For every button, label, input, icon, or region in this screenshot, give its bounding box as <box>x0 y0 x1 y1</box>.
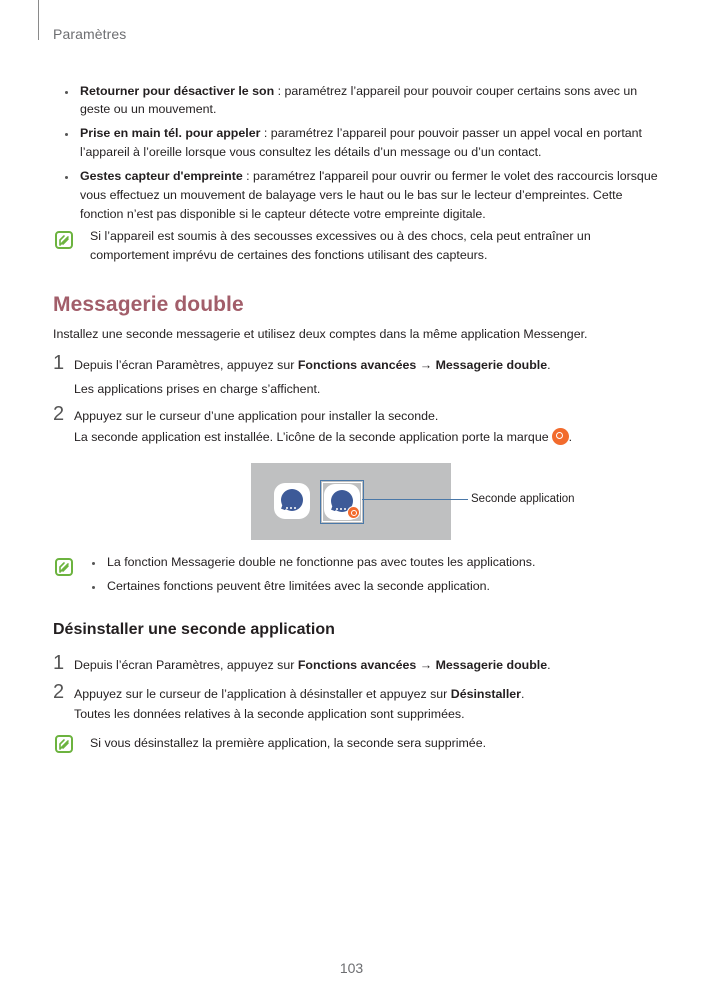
note-icon <box>55 231 73 249</box>
step-text: La seconde application est installée. L’icône de la seconde application porte la marque <box>74 430 549 444</box>
header-rule <box>38 0 39 40</box>
menu-path-advanced-features: Fonctions avancées <box>297 358 417 372</box>
bullet-item-2-line-1 <box>80 126 642 140</box>
note-1-line-1: Si l’appareil est soumis à des secousses excessives ou à des chocs, cela peut entraîner un <box>90 229 591 243</box>
dual-app-badge-icon <box>552 428 569 445</box>
dual-messenger-figure <box>251 463 451 540</box>
uninstall-step-1-text <box>74 658 551 672</box>
step-text: Depuis l’écran Paramètres, appuyez sur <box>74 358 298 372</box>
uninstall-step-2-result: Toutes les données relatives à la seconde application sont supprimées. <box>74 707 465 721</box>
note-2-item-1: La fonction Messagerie double ne fonctionne pas avec toutes les applications. <box>107 555 536 569</box>
arrow-icon: → <box>416 358 436 372</box>
bullet-dot <box>65 91 68 94</box>
step-2-text: Appuyez sur le curseur d’une application pour installer la seconde. <box>74 409 439 423</box>
subsection-title: Désinstaller une seconde application <box>53 621 335 638</box>
bullet-text: : paramétrez l'appareil pour ouvrir ou fermer le volet des raccourcis lorsque <box>242 169 658 183</box>
step-1-result: Les applications prises en charge s’affichent. <box>74 382 321 396</box>
bullet-dot <box>65 176 68 179</box>
bullet-dot <box>92 586 95 589</box>
punctuation: . <box>521 687 525 701</box>
step-1-text <box>74 358 551 372</box>
bullet-term: Gestes capteur d'empreinte <box>80 169 243 183</box>
second-messenger-app-icon <box>324 484 360 520</box>
bullet-item-3-line-2: vous effectuez un mouvement de balayage vers le haut ou le bas sur le lecteur d’empreintes. Cette <box>80 188 623 202</box>
dual-app-badge-icon <box>347 506 360 519</box>
step-text: Appuyez sur le curseur de l’application à désinstaller et appuyez sur <box>74 687 451 701</box>
bullet-dot <box>92 562 95 565</box>
bullet-text: : paramétrez l’appareil pour pouvoir couper certains sons avec un <box>274 84 638 98</box>
note-icon <box>55 558 73 576</box>
step-number: 2 <box>53 403 65 425</box>
section-title: Messagerie double <box>53 293 244 316</box>
note-2-item-2: Certaines fonctions peuvent être limitées avec la seconde application. <box>107 579 490 593</box>
callout-line <box>362 499 468 500</box>
menu-path-dual-messenger: Messagerie double <box>435 358 548 372</box>
bullet-item-2-line-2: l’appareil à l’oreille lorsque vous consultez les détails d’un message ou d’un contact. <box>80 145 542 159</box>
note-3-text: Si vous désinstallez la première application, la seconde sera supprimée. <box>90 736 487 750</box>
step-number: 1 <box>53 352 65 374</box>
note-1-line-2: comportement imprévu de certaines des fonctions utilisant des capteurs. <box>90 248 488 262</box>
bullet-item-1-line-2: geste ou un mouvement. <box>80 102 217 116</box>
menu-path-dual-messenger: Messagerie double <box>435 658 548 672</box>
punctuation: . <box>547 358 551 372</box>
bullet-text: : paramétrez l’appareil pour pouvoir passer un appel vocal en portant <box>260 126 643 140</box>
bullet-item-1-line-1 <box>80 84 637 98</box>
punctuation: . <box>547 658 551 672</box>
step-text: Depuis l’écran Paramètres, appuyez sur <box>74 658 298 672</box>
uninstall-step-2-text <box>74 687 524 701</box>
bullet-dot <box>65 133 68 136</box>
menu-path-advanced-features: Fonctions avancées <box>297 658 417 672</box>
uninstall-label: Désinstaller <box>450 687 521 701</box>
step-number: 2 <box>53 681 65 703</box>
section-intro: Installez une seconde messagerie et utilisez deux comptes dans la même application Messenger. <box>53 327 588 341</box>
bullet-item-3-line-3: fonction n’est pas disponible si le capteur détecte votre empreinte digitale. <box>80 207 486 221</box>
callout-label: Seconde application <box>471 493 575 505</box>
page-header-title: Paramètres <box>53 26 127 42</box>
bullet-item-3-line-1 <box>80 169 658 183</box>
messenger-app-icon <box>274 483 310 519</box>
bullet-term: Prise en main tél. pour appeler <box>80 126 261 140</box>
step-number: 1 <box>53 652 65 674</box>
step-2-result <box>74 428 572 445</box>
chat-bubble-icon <box>281 489 303 511</box>
arrow-icon: → <box>416 658 436 672</box>
bullet-term: Retourner pour désactiver le son <box>80 84 275 98</box>
page-number: 103 <box>339 960 364 976</box>
note-icon <box>55 735 73 753</box>
punctuation: . <box>568 430 573 444</box>
